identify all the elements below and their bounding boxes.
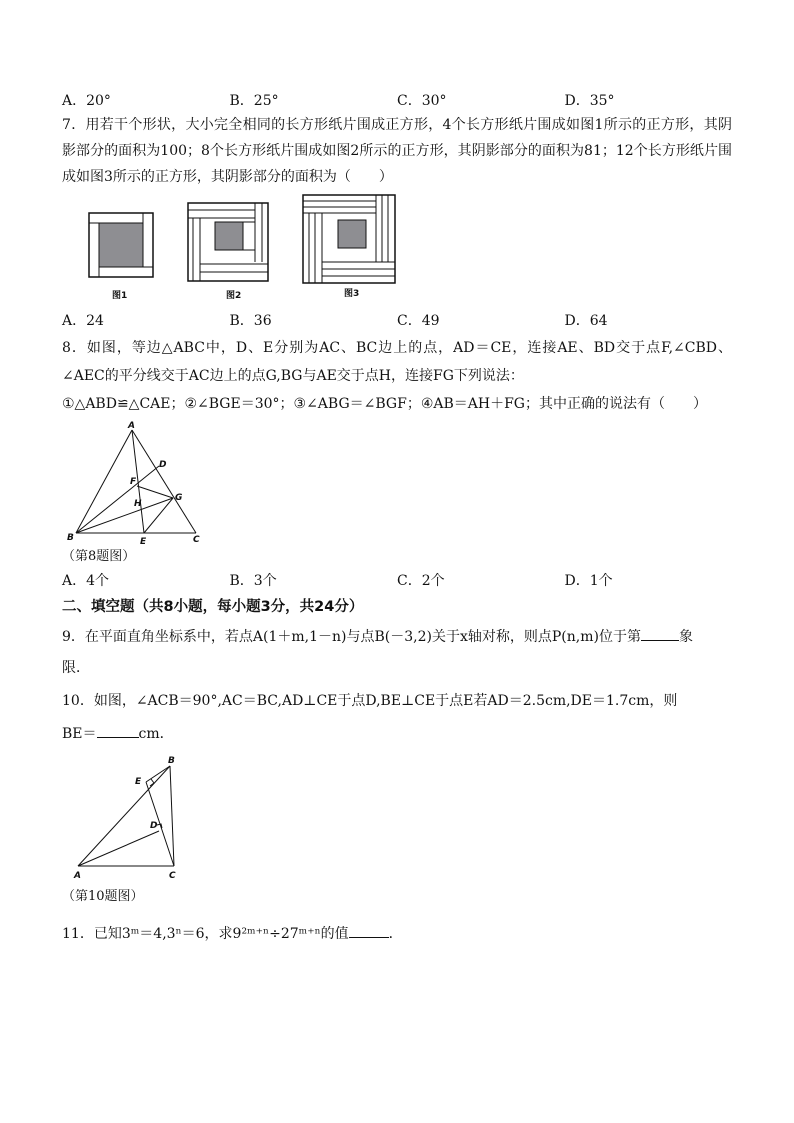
q10-text-line2 [62,718,732,750]
q10-figure [62,754,192,886]
q6-option-c: C．30° [397,93,447,109]
q8-point-d: D [159,460,167,470]
q10-point-d: D [150,821,158,831]
q8-point-h: H [134,499,142,509]
q8-point-g: G [175,493,183,503]
q7-figure-2-label: 图2 [226,291,242,301]
q10-answer-blank[interactable] [97,721,139,738]
q6-option-a: A．20° [62,93,111,109]
section-2-heading: 二、填空题（共8小题，每小题3分，共24分） [62,599,364,615]
exam-page [62,88,732,950]
q6-option-d: D．35° [564,93,615,109]
q10-point-e: E [135,777,142,787]
q8-point-c: C [193,535,200,545]
q7-figure-3-label: 图3 [344,289,360,299]
q11-answer-blank[interactable] [349,921,389,938]
q8-point-a: A [128,421,135,431]
q10-caption: （第10题图） [62,889,144,904]
q8-text: 8．如图，等边△ABC中，D、E分别为AC、BC边上的点，AD＝CE，连接AE、BD交于点F,∠CBD、∠AEC的平分线交于AC边上的点G,BG与AE交于点H，连接FG下列说法： [62,340,732,384]
q10-point-b: B [168,756,175,766]
q7-option-b: B．36 [229,313,272,329]
q10-point-c: C [169,871,176,881]
q8-option-a: A．4个 [62,573,110,589]
q8-options [62,568,732,592]
q8-point-e: E [140,537,147,546]
q8-option-c: C．2个 [397,573,445,589]
q8-figure [62,420,222,546]
q8-claims: ①△ABD≌△CAE；②∠BGE＝30°；③∠ABG＝∠BGF；④AB＝AH＋FG；其中正确的说法有（ ） [62,396,707,412]
q7-figure-1-label: 图1 [112,291,128,301]
q8-point-f: F [130,477,137,487]
q10-text: 10．如图，∠ACB＝90°,AC＝BC,AD⊥CE于点D,BE⊥CE于点E若AD＝2.5cm,DE＝1.7cm，则 [62,693,678,709]
q9-text-line2: 限． [62,660,90,676]
q7-option-c: C．49 [397,313,440,329]
q7-options [62,308,732,332]
q9-text [62,622,732,652]
q7-figures [62,190,732,308]
q7-option-d: D．64 [564,313,608,329]
q10-text-after: cm． [138,726,174,742]
q11-text-before: 11．已知3ᵐ＝4,3ⁿ＝6，求9²ᵐ⁺ⁿ÷27ᵐ⁺ⁿ的值 [62,926,349,942]
q11-text [62,918,732,950]
q6-options [62,88,732,112]
q8-caption: （第8题图） [62,549,136,564]
q9-text-after: 象 [678,629,693,645]
q7-figure-1 [88,212,154,280]
q8-option-d: D．1个 [564,573,613,589]
q7-text: 7．用若干个形状，大小完全相同的长方形纸片围成正方形，4个长方形纸片围成如图1所示的正方形，其阴影部分的面积为100；8个长方形纸片围成如图2所示的正方形，其阴影部分的面积为81；12个长方形纸片围成如图3所示的正方形，其阴影部分的面积为（ ） [62,117,732,185]
q7-option-a: A．24 [62,313,104,329]
q7-figure-2 [187,202,269,282]
q10-text-before: BE＝ [62,726,97,742]
q8-option-b: B．3个 [229,573,277,589]
q10-point-a: A [74,871,81,881]
q9-answer-blank[interactable] [641,624,679,641]
q8-point-b: B [67,533,74,543]
q9-text-before: 9．在平面直角坐标系中，若点A(1＋m,1－n)与点B(－3,2)关于x轴对称，则点P(n,m)位于第 [62,629,641,645]
q7-figure-3 [302,194,396,284]
q11-text-after: ． [388,926,403,942]
q6-option-b: B．25° [229,93,279,109]
